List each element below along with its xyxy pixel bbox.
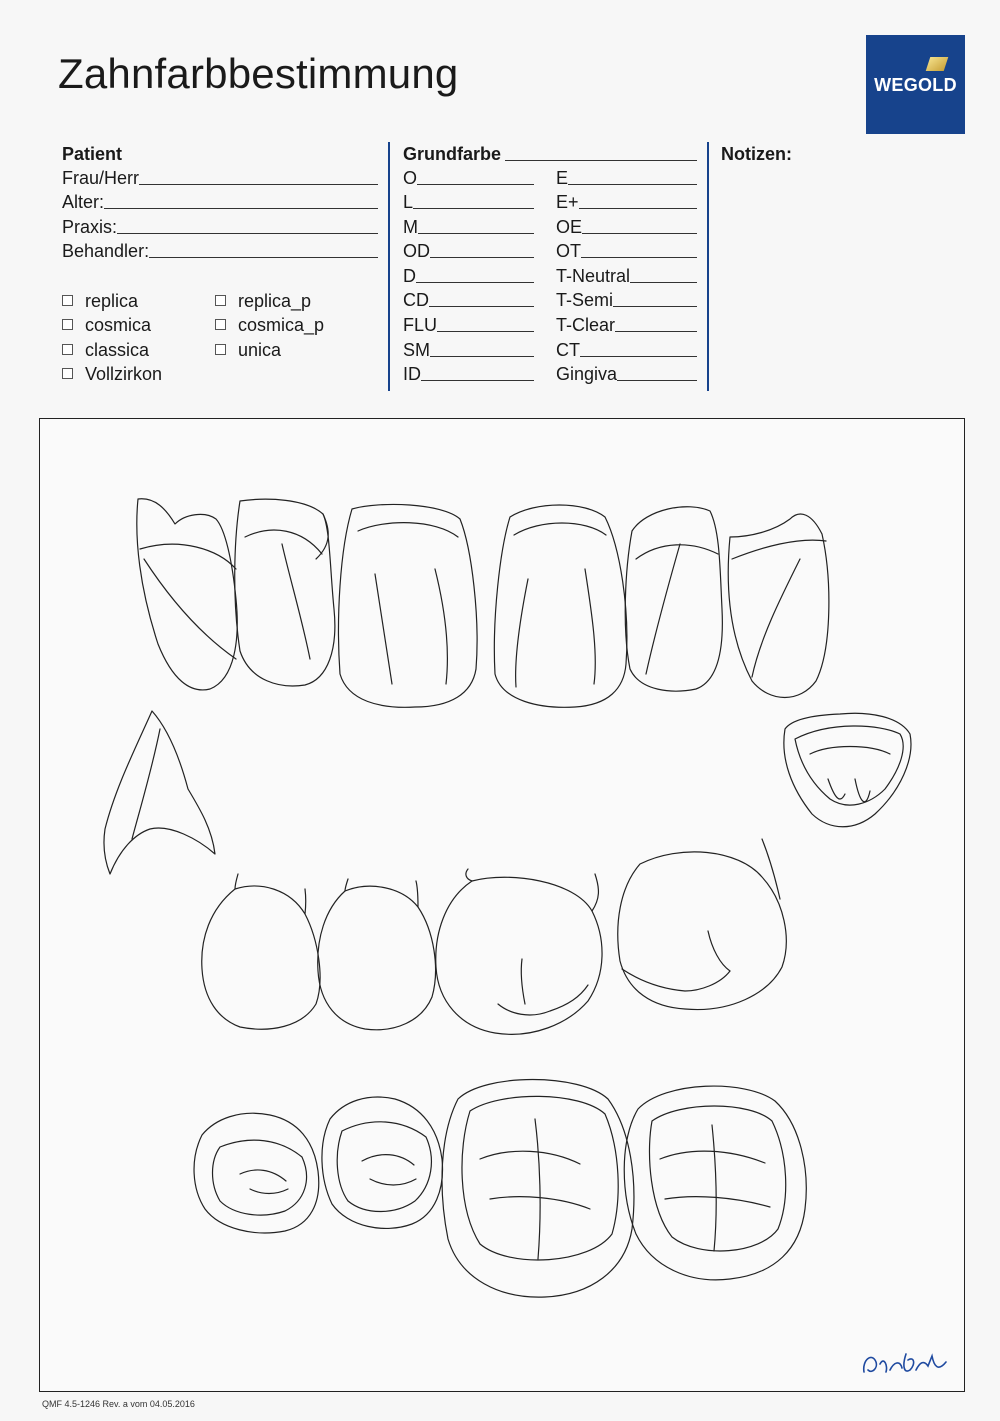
- shade-field[interactable]: [403, 215, 534, 239]
- lower-tooth-41: [436, 869, 602, 1034]
- divider-left: [388, 142, 390, 391]
- shade-line[interactable]: [581, 239, 697, 258]
- upper-incisor-lingual: [104, 711, 215, 874]
- shade-field[interactable]: [556, 288, 697, 312]
- shade-label: E: [556, 168, 569, 188]
- shade-field[interactable]: [556, 166, 697, 190]
- field-label: Behandler:: [62, 241, 150, 261]
- checkbox-cosmica-p[interactable]: [215, 313, 324, 337]
- shade-line[interactable]: [430, 239, 534, 258]
- lower-tooth-occlusal-2: [322, 1097, 443, 1228]
- shade-line[interactable]: [430, 338, 534, 357]
- checkbox-label: unica: [238, 340, 282, 360]
- checkbox-label: cosmica: [85, 315, 152, 335]
- shade-field[interactable]: [403, 190, 534, 214]
- shade-line[interactable]: [630, 264, 697, 283]
- patient-field-practitioner[interactable]: [62, 239, 378, 263]
- shade-label: OE: [556, 217, 583, 237]
- shade-label: O: [403, 168, 418, 188]
- shade-line[interactable]: [429, 288, 534, 307]
- shade-label: D: [403, 266, 416, 286]
- shade-field[interactable]: [556, 190, 697, 214]
- upper-tooth-21: [494, 505, 627, 707]
- shade-label: OT: [556, 241, 581, 261]
- shade-line[interactable]: [580, 338, 697, 357]
- shade-label: FLU: [403, 315, 438, 335]
- shade-label: L: [403, 192, 414, 212]
- checkbox-cosmica[interactable]: [62, 313, 151, 337]
- signature-icon: [858, 1342, 954, 1382]
- shade-label: Gingiva: [556, 364, 618, 384]
- shade-field[interactable]: [556, 215, 697, 239]
- grundfarbe-row[interactable]: [403, 142, 697, 166]
- shade-label: CD: [403, 290, 429, 310]
- tooth-chart: [39, 418, 965, 1392]
- practitioner-line[interactable]: [149, 239, 378, 258]
- shade-label: CT: [556, 340, 580, 360]
- shade-label: ID: [403, 364, 421, 384]
- shade-label: E+: [556, 192, 579, 212]
- shade-line[interactable]: [568, 166, 697, 185]
- shade-field[interactable]: [556, 362, 697, 386]
- notes-heading: Notizen:: [721, 144, 792, 164]
- patient-field-age[interactable]: [62, 190, 378, 214]
- logo-mark-icon: [926, 57, 949, 71]
- lower-tooth-molar-1: [442, 1080, 634, 1298]
- field-label: Frau/Herr: [62, 168, 140, 188]
- tooth-drawings: [40, 419, 966, 1393]
- shade-field[interactable]: [556, 264, 697, 288]
- field-label: Alter:: [62, 192, 105, 212]
- shade-line[interactable]: [416, 264, 534, 283]
- shade-label: T-Clear: [556, 315, 616, 335]
- checkbox-unica[interactable]: [215, 338, 281, 362]
- checkbox-label: replica_p: [238, 291, 312, 311]
- shade-field[interactable]: [403, 338, 534, 362]
- shade-line[interactable]: [421, 362, 534, 381]
- checkbox-box[interactable]: [215, 295, 226, 306]
- lower-tooth-molar-2: [624, 1086, 806, 1280]
- practice-line[interactable]: [117, 215, 378, 234]
- shade-line[interactable]: [615, 313, 697, 332]
- shade-label: SM: [403, 340, 430, 360]
- shade-field[interactable]: [403, 288, 534, 312]
- grundfarbe-heading: Grundfarbe: [403, 144, 502, 164]
- checkbox-classica[interactable]: [62, 338, 149, 362]
- shade-line[interactable]: [413, 190, 534, 209]
- checkbox-label: replica: [85, 291, 139, 311]
- field-label: Praxis:: [62, 217, 118, 237]
- shade-label: T-Semi: [556, 290, 614, 310]
- patient-heading: Patient: [62, 144, 123, 164]
- shade-line[interactable]: [617, 362, 697, 381]
- name-line[interactable]: [139, 166, 378, 185]
- shade-line[interactable]: [613, 288, 697, 307]
- shade-field[interactable]: [403, 166, 534, 190]
- footer-revision: QMF 4.5-1246 Rev. a vom 04.05.2016: [42, 1399, 195, 1409]
- logo-text: WEGOLD: [874, 75, 957, 95]
- shade-field[interactable]: [556, 338, 697, 362]
- shade-line[interactable]: [417, 166, 534, 185]
- upper-tooth-23: [728, 514, 829, 698]
- lower-tooth-occlusal-1: [194, 1113, 319, 1233]
- lower-tooth-42: [318, 879, 436, 1030]
- checkbox-label: cosmica_p: [238, 315, 325, 335]
- shade-field[interactable]: [556, 239, 697, 263]
- checkbox-replica[interactable]: [62, 289, 138, 313]
- patient-field-practice[interactable]: [62, 215, 378, 239]
- wegold-logo: [866, 35, 965, 134]
- lower-tooth-31: [618, 839, 786, 1010]
- page-title: Zahnfarbbestimmung: [58, 50, 459, 97]
- upper-tooth-11: [339, 504, 478, 707]
- shade-line[interactable]: [418, 215, 534, 234]
- checkbox-vollzirkon[interactable]: [62, 362, 162, 386]
- shade-label: T-Neutral: [556, 266, 631, 286]
- shade-field[interactable]: [556, 313, 697, 337]
- shade-label: OD: [403, 241, 430, 261]
- shade-field[interactable]: [403, 264, 534, 288]
- checkbox-box[interactable]: [62, 344, 73, 355]
- upper-tooth-13: [137, 499, 237, 690]
- checkbox-box[interactable]: [62, 319, 73, 330]
- checkbox-label: Vollzirkon: [85, 364, 163, 384]
- shade-line[interactable]: [437, 313, 534, 332]
- checkbox-box[interactable]: [62, 295, 73, 306]
- shade-field[interactable]: [403, 362, 534, 386]
- shade-field[interactable]: [403, 313, 534, 337]
- lower-tooth-43: [202, 874, 320, 1029]
- shade-line[interactable]: [579, 190, 697, 209]
- shade-line[interactable]: [582, 215, 697, 234]
- grundfarbe-line[interactable]: [505, 142, 697, 161]
- checkbox-label: classica: [85, 340, 150, 360]
- age-line[interactable]: [104, 190, 378, 209]
- divider-right: [707, 142, 709, 391]
- lower-incisor-lingual: [784, 713, 911, 826]
- checkbox-box[interactable]: [215, 319, 226, 330]
- shade-field[interactable]: [403, 239, 534, 263]
- checkbox-replica-p[interactable]: [215, 289, 311, 313]
- patient-field-name[interactable]: [62, 166, 378, 190]
- checkbox-box[interactable]: [215, 344, 226, 355]
- upper-tooth-22: [625, 507, 722, 691]
- checkbox-box[interactable]: [62, 368, 73, 379]
- shade-label: M: [403, 217, 418, 237]
- upper-tooth-12: [235, 499, 335, 686]
